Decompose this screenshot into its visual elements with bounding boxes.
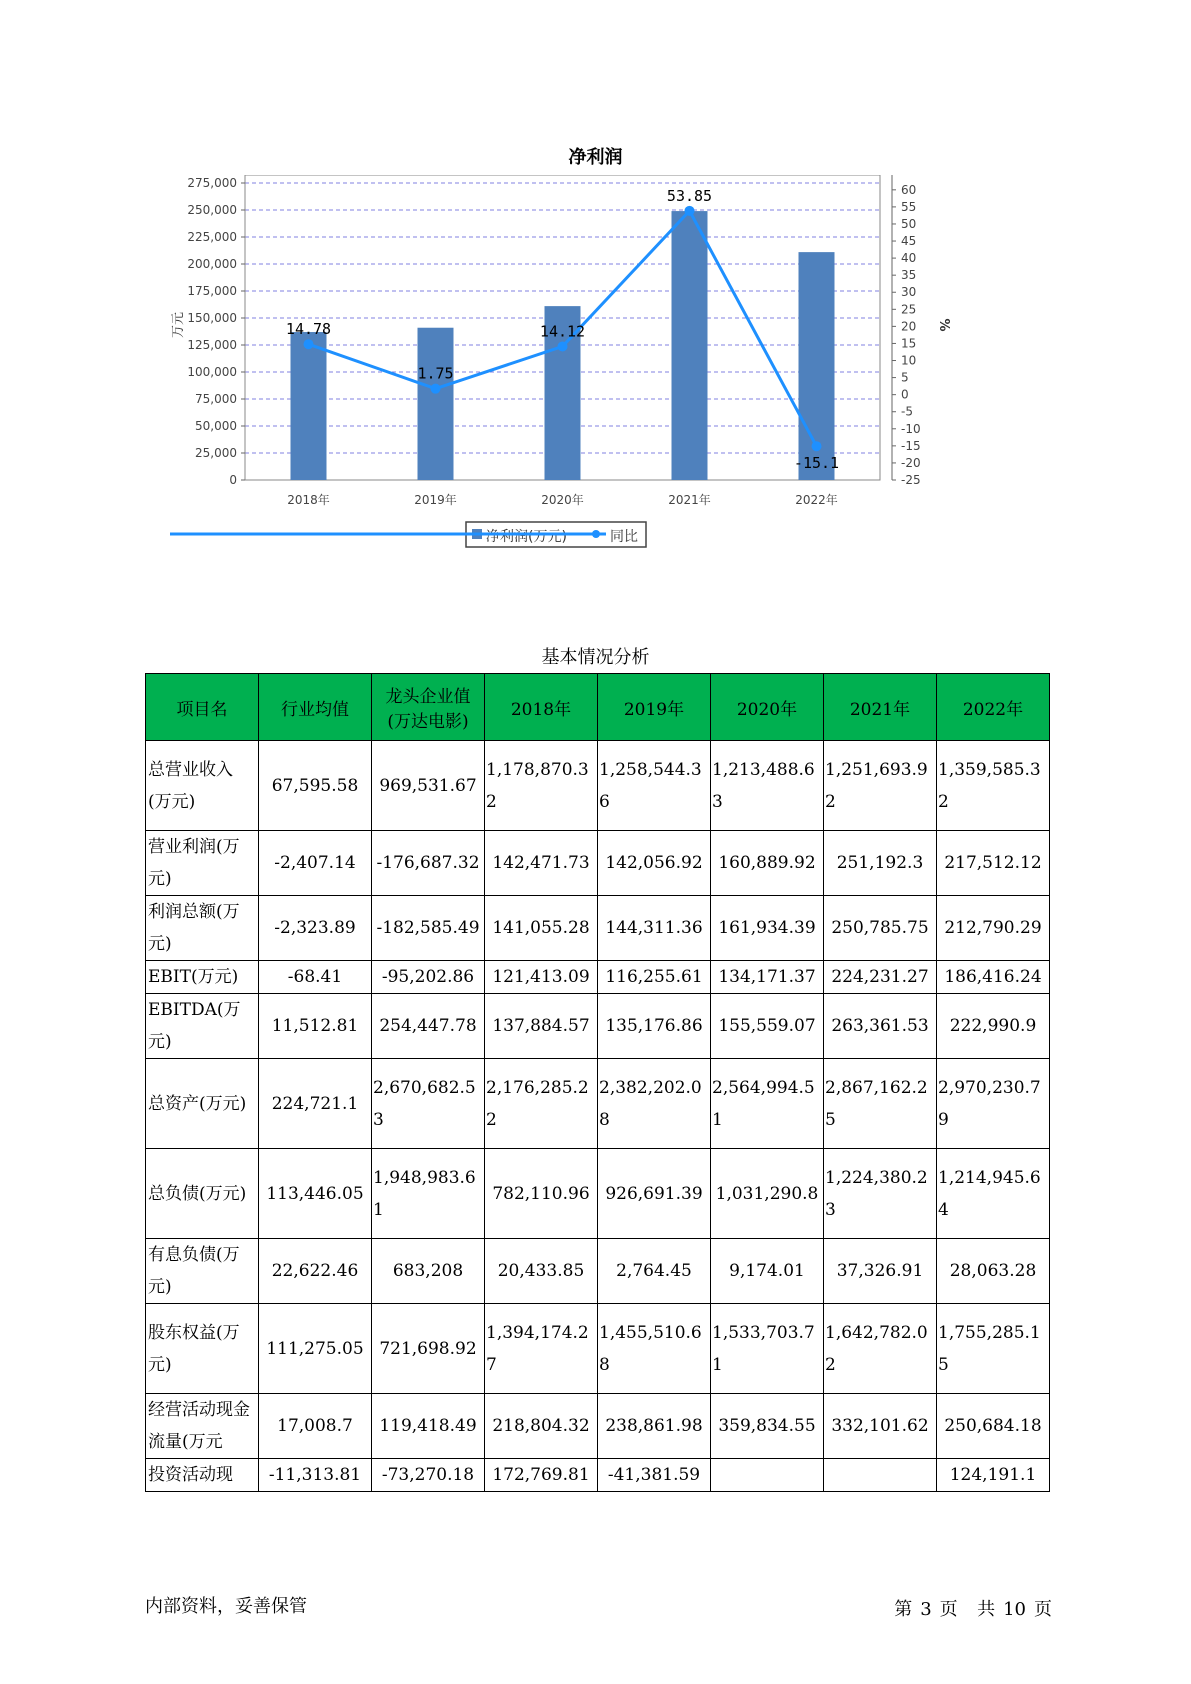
table-row <box>146 1149 1050 1239</box>
table-row <box>146 1304 1050 1394</box>
right-tick-label: -20 <box>901 455 921 470</box>
page-prefix: 第 <box>894 1599 913 1620</box>
left-tick-label: 50,000 <box>195 419 237 433</box>
table-row <box>146 741 1050 831</box>
table-cell: 683,208 <box>372 1239 485 1304</box>
table-cell: 9,174.01 <box>711 1239 824 1304</box>
table-cell: 254,447.78 <box>372 994 485 1059</box>
x-tick-label: 2022年 <box>795 493 838 507</box>
page-total-prefix: 共 <box>977 1599 996 1620</box>
yoy-data-label: 53.85 <box>666 186 713 205</box>
yoy-point <box>431 384 441 394</box>
table-cell: 2,670,682.53 <box>372 1059 485 1149</box>
table-cell: 217,512.12 <box>937 831 1050 896</box>
table-cell: 1,224,380.23 <box>824 1149 937 1239</box>
table-cell: 721,698.92 <box>372 1304 485 1394</box>
table-cell: 1,455,510.68 <box>598 1304 711 1394</box>
row-label: 利润总额(万元) <box>146 896 259 961</box>
table-cell: 17,008.7 <box>259 1394 372 1459</box>
right-axis-ticks <box>892 175 921 487</box>
header-cell: 2022年 <box>937 674 1050 741</box>
table-cell: 222,990.9 <box>937 994 1050 1059</box>
table-cell: 142,471.73 <box>485 831 598 896</box>
table-row <box>146 831 1050 896</box>
table-cell: -41,381.59 <box>598 1459 711 1492</box>
table-cell: 250,785.75 <box>824 896 937 961</box>
table-cell: 186,416.24 <box>937 961 1050 994</box>
table-cell: 144,311.36 <box>598 896 711 961</box>
page-mid: 页 <box>939 1599 958 1620</box>
table-cell: 20,433.85 <box>485 1239 598 1304</box>
yoy-data-label: 14.78 <box>285 320 332 339</box>
table-cell: 2,970,230.79 <box>937 1059 1050 1149</box>
yoy-point <box>812 441 822 451</box>
legend-line-label: 同比 <box>610 529 638 545</box>
table-cell: 1,394,174.27 <box>485 1304 598 1394</box>
table-cell: -68.41 <box>259 961 372 994</box>
table-cell: -11,313.81 <box>259 1459 372 1492</box>
row-label: 总负债(万元) <box>146 1149 259 1239</box>
table-cell: 969,531.67 <box>372 741 485 831</box>
table-caption: 基本情况分析 <box>541 647 650 668</box>
row-label: 经营活动现金流量(万元 <box>146 1394 259 1459</box>
row-label: 营业利润(万元) <box>146 831 259 896</box>
left-tick-label: 275,000 <box>187 176 237 190</box>
table-cell: 137,884.57 <box>485 994 598 1059</box>
row-label: 有息负债(万元) <box>146 1239 259 1304</box>
row-label: 股东权益(万元) <box>146 1304 259 1394</box>
table-cell: 1,214,945.64 <box>937 1149 1050 1239</box>
yoy-data-label: 1.75 <box>417 364 454 383</box>
table-cell: -73,270.18 <box>372 1459 485 1492</box>
table-cell: 250,684.18 <box>937 1394 1050 1459</box>
x-tick-label: 2018年 <box>287 493 330 507</box>
table-row <box>146 1239 1050 1304</box>
header-cell: 2018年 <box>485 674 598 741</box>
right-tick-label: -15 <box>901 438 921 453</box>
right-tick-label: -10 <box>901 421 921 436</box>
right-axis-title: % <box>936 318 951 332</box>
right-tick-label: 5 <box>901 370 909 385</box>
left-tick-label: 250,000 <box>187 203 237 217</box>
table-cell <box>824 1459 937 1492</box>
yoy-data-label: -15.1 <box>793 454 840 473</box>
table-cell: 2,867,162.25 <box>824 1059 937 1149</box>
row-label: 投资活动现 <box>146 1459 259 1492</box>
chart-legend <box>170 522 646 547</box>
table-cell: 113,446.05 <box>259 1149 372 1239</box>
table-cell: 11,512.81 <box>259 994 372 1059</box>
table-cell: 1,359,585.32 <box>937 741 1050 831</box>
table-cell: 141,055.28 <box>485 896 598 961</box>
table-cell: 782,110.96 <box>485 1149 598 1239</box>
yoy-point <box>558 341 568 351</box>
right-tick-label: -5 <box>901 404 913 419</box>
left-tick-label: 0 <box>229 473 237 487</box>
right-tick-label: 0 <box>901 387 909 402</box>
table-cell: 124,191.1 <box>937 1459 1050 1492</box>
header-cell: 行业均值 <box>259 674 372 741</box>
table-cell: 224,721.1 <box>259 1059 372 1149</box>
table-cell: 1,642,782.02 <box>824 1304 937 1394</box>
row-label: EBITDA(万元) <box>146 994 259 1059</box>
yoy-data-label: 14.12 <box>539 322 586 341</box>
table-cell: 1,948,983.61 <box>372 1149 485 1239</box>
right-tick-label: 25 <box>901 302 917 317</box>
right-tick-label: 55 <box>901 199 917 214</box>
table-cell: 926,691.39 <box>598 1149 711 1239</box>
table-cell: 212,790.29 <box>937 896 1050 961</box>
table-cell: 2,564,994.51 <box>711 1059 824 1149</box>
header-cell: 龙头企业值(万达电影) <box>372 674 485 741</box>
table-cell: 1,258,544.36 <box>598 741 711 831</box>
table-cell: 134,171.37 <box>711 961 824 994</box>
table-cell: 1,178,870.32 <box>485 741 598 831</box>
bar-2021年 <box>672 211 708 480</box>
header-cell: 项目名 <box>146 674 259 741</box>
left-tick-label: 175,000 <box>187 284 237 298</box>
left-tick-label: 150,000 <box>187 311 237 325</box>
x-tick-label: 2019年 <box>414 493 457 507</box>
row-label: EBIT(万元) <box>146 961 259 994</box>
header-cell: 2019年 <box>598 674 711 741</box>
page-total: 10 <box>1003 1599 1026 1620</box>
x-tick-label: 2020年 <box>541 493 584 507</box>
left-axis-title: 万元 <box>171 311 186 339</box>
table-cell: -2,407.14 <box>259 831 372 896</box>
table-cell: 142,056.92 <box>598 831 711 896</box>
table-cell: 111,275.05 <box>259 1304 372 1394</box>
left-tick-label: 200,000 <box>187 257 237 271</box>
table-cell: 22,622.46 <box>259 1239 372 1304</box>
table-cell: 161,934.39 <box>711 896 824 961</box>
table-cell: 172,769.81 <box>485 1459 598 1492</box>
bar-2018年 <box>291 332 327 480</box>
table-row <box>146 994 1050 1059</box>
table-cell: 28,063.28 <box>937 1239 1050 1304</box>
table-cell: 67,595.58 <box>259 741 372 831</box>
page-suffix: 页 <box>1034 1599 1052 1620</box>
right-tick-label: 15 <box>901 336 917 351</box>
table-cell: 1,533,703.71 <box>711 1304 824 1394</box>
table-cell: -2,323.89 <box>259 896 372 961</box>
table-cell: 218,804.32 <box>485 1394 598 1459</box>
left-tick-label: 125,000 <box>187 338 237 352</box>
table-cell: 155,559.07 <box>711 994 824 1059</box>
table-cell: 1,031,290.8 <box>711 1149 824 1239</box>
table-cell: -176,687.32 <box>372 831 485 896</box>
right-tick-label: 10 <box>901 353 917 368</box>
net-profit-chart <box>170 175 1000 595</box>
table-row <box>146 961 1050 994</box>
table-cell: 263,361.53 <box>824 994 937 1059</box>
table-cell: 2,764.45 <box>598 1239 711 1304</box>
table-cell: 1,213,488.63 <box>711 741 824 831</box>
table-cell: 116,255.61 <box>598 961 711 994</box>
table-cell: 121,413.09 <box>485 961 598 994</box>
right-tick-label: 50 <box>901 216 917 231</box>
right-tick-label: 45 <box>901 234 917 249</box>
bar-2019年 <box>418 328 454 480</box>
table-cell: 224,231.27 <box>824 961 937 994</box>
x-tick-label: 2021年 <box>668 493 711 507</box>
page-current: 3 <box>920 1599 932 1620</box>
table-row <box>146 1059 1050 1149</box>
x-axis-ticks <box>287 492 838 507</box>
table-cell: 1,251,693.92 <box>824 741 937 831</box>
left-tick-label: 75,000 <box>195 392 237 406</box>
basic-analysis-table <box>145 673 1050 1492</box>
chart-title: 净利润 <box>568 147 623 168</box>
left-tick-label: 25,000 <box>195 446 237 460</box>
table-cell: 135,176.86 <box>598 994 711 1059</box>
right-tick-label: 40 <box>901 251 917 266</box>
table-cell: -182,585.49 <box>372 896 485 961</box>
table-cell: 332,101.62 <box>824 1394 937 1459</box>
yoy-point <box>685 206 695 216</box>
table-cell: 2,176,285.22 <box>485 1059 598 1149</box>
table-cell: -95,202.86 <box>372 961 485 994</box>
table-cell: 251,192.3 <box>824 831 937 896</box>
left-tick-label: 225,000 <box>187 230 237 244</box>
header-cell: 2021年 <box>824 674 937 741</box>
table-cell: 119,418.49 <box>372 1394 485 1459</box>
left-tick-label: 100,000 <box>187 365 237 379</box>
table-header-row <box>146 674 1050 741</box>
table-cell <box>711 1459 824 1492</box>
legend-line-marker <box>592 530 600 538</box>
right-tick-label: 60 <box>901 182 917 197</box>
table-cell: 2,382,202.08 <box>598 1059 711 1149</box>
table-cell: 37,326.91 <box>824 1239 937 1304</box>
table-cell: 160,889.92 <box>711 831 824 896</box>
yoy-point <box>304 339 314 349</box>
table-cell: 1,755,285.15 <box>937 1304 1050 1394</box>
table-cell: 359,834.55 <box>711 1394 824 1459</box>
right-tick-label: 35 <box>901 268 917 283</box>
footer-confidential-note: 内部资料，妥善保管 <box>145 1596 307 1617</box>
left-axis-ticks <box>187 176 245 487</box>
right-tick-label: 30 <box>901 285 917 300</box>
table-row <box>146 1394 1050 1459</box>
table-row <box>146 896 1050 961</box>
table-cell: 238,861.98 <box>598 1394 711 1459</box>
row-label: 总资产(万元) <box>146 1059 259 1149</box>
header-cell: 2020年 <box>711 674 824 741</box>
legend-bar-label: 净利润(万元) <box>486 529 567 545</box>
right-tick-label: -25 <box>901 473 921 487</box>
table-row <box>146 1459 1050 1492</box>
footer-page-number <box>890 1595 1056 1621</box>
row-label: 总营业收入(万元) <box>146 741 259 831</box>
right-tick-label: 20 <box>901 319 917 334</box>
